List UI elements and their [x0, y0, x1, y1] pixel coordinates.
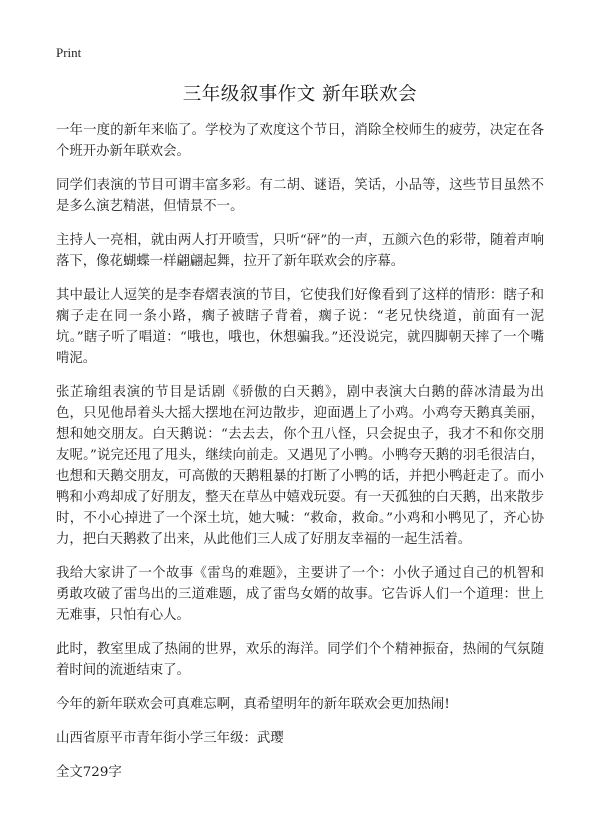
paragraph: 此时，教室里成了热闹的世界，欢乐的海洋。同学们个个精神振奋，热闹的气氛随着时间的流逝结束了。 — [56, 642, 544, 678]
paragraph: 今年的新年联欢会可真难忘啊，真希望明年的新年联欢会更加热闹! — [56, 697, 450, 712]
word-count: 全文729字 — [56, 765, 122, 780]
article-title: 三年级叙事作文 新年联欢会 — [182, 84, 418, 105]
paragraph: 其中最让人逗笑的是李春熠表演的节目，它使我们好像看到了这样的情形：瞎子和瘸子走在同一条小路，瘸子被瞎子背着，瘸子说：“老兄快绕道，前面有一泥坑。”瞎子听了唱道：“哦也，哦也，休想骗我。”还没说完，就四脚朝天摔了一个嘴啃泥。 — [56, 288, 544, 366]
paragraph: 我给大家讲了一个故事《雷鸟的难题》，主要讲了一个：小伙子通过自己的机智和勇敢攻破了雷鸟出的三道难题，成了雷鸟女婿的故事。它告诉人们一个道理：世上无难事，只怕有心人。 — [56, 566, 544, 623]
article-body — [56, 120, 544, 783]
paragraph: 主持人一亮相，就由两人打开喷雪，只听“砰”的一声，五颜六色的彩带，随着声响落下，像花蝴蝶一样翩翩起舞，拉开了新年联欢会的序幕。 — [56, 233, 544, 269]
paragraph: 同学们表演的节目可谓丰富多彩。有二胡、谜语，笑话，小品等，这些节目虽然不是多么演艺精湛，但情景不一。 — [56, 178, 544, 214]
paragraph: 一年一度的新年来临了。学校为了欢度这个节日，消除全校师生的疲劳，决定在各个班开办新年联欢会。 — [56, 123, 544, 159]
author-line: 山西省原平市青年街小学三年级：武璎 — [56, 731, 284, 746]
print-link[interactable]: Print — [56, 45, 82, 60]
paragraph: 张芷瑜组表演的节目是话剧《骄傲的白天鹅》，剧中表演大白鹅的薛冰清最为出色，只见他昂着头大摇大摆地在河边散步，迎面遇上了小鸡。小鸡夸天鹅真美丽，想和她交朋友。白天鹅说：“去去去，你个丑八怪，只会捉虫子，我才不和你交朋友呢。”说完还甩了甩头，继续向前走。又遇见了小鸭。小鸭夸天鹅的羽毛很洁白，也想和天鹅交朋友，可高傲的天鹅粗暴的打断了小鸭的话，并把小鸭赶走了。而小鸭和小鸡却成了好朋友，整天在草丛中嬉戏玩耍。有一天孤独的白天鹅，出来散步时，不小心掉进了一个深土坑，她大喊：“救命，救命。”小鸡和小鸭见了，齐心协力，把白天鹅救了出来，从此他们三人成了好朋友幸福的一起生活着。 — [56, 385, 544, 547]
